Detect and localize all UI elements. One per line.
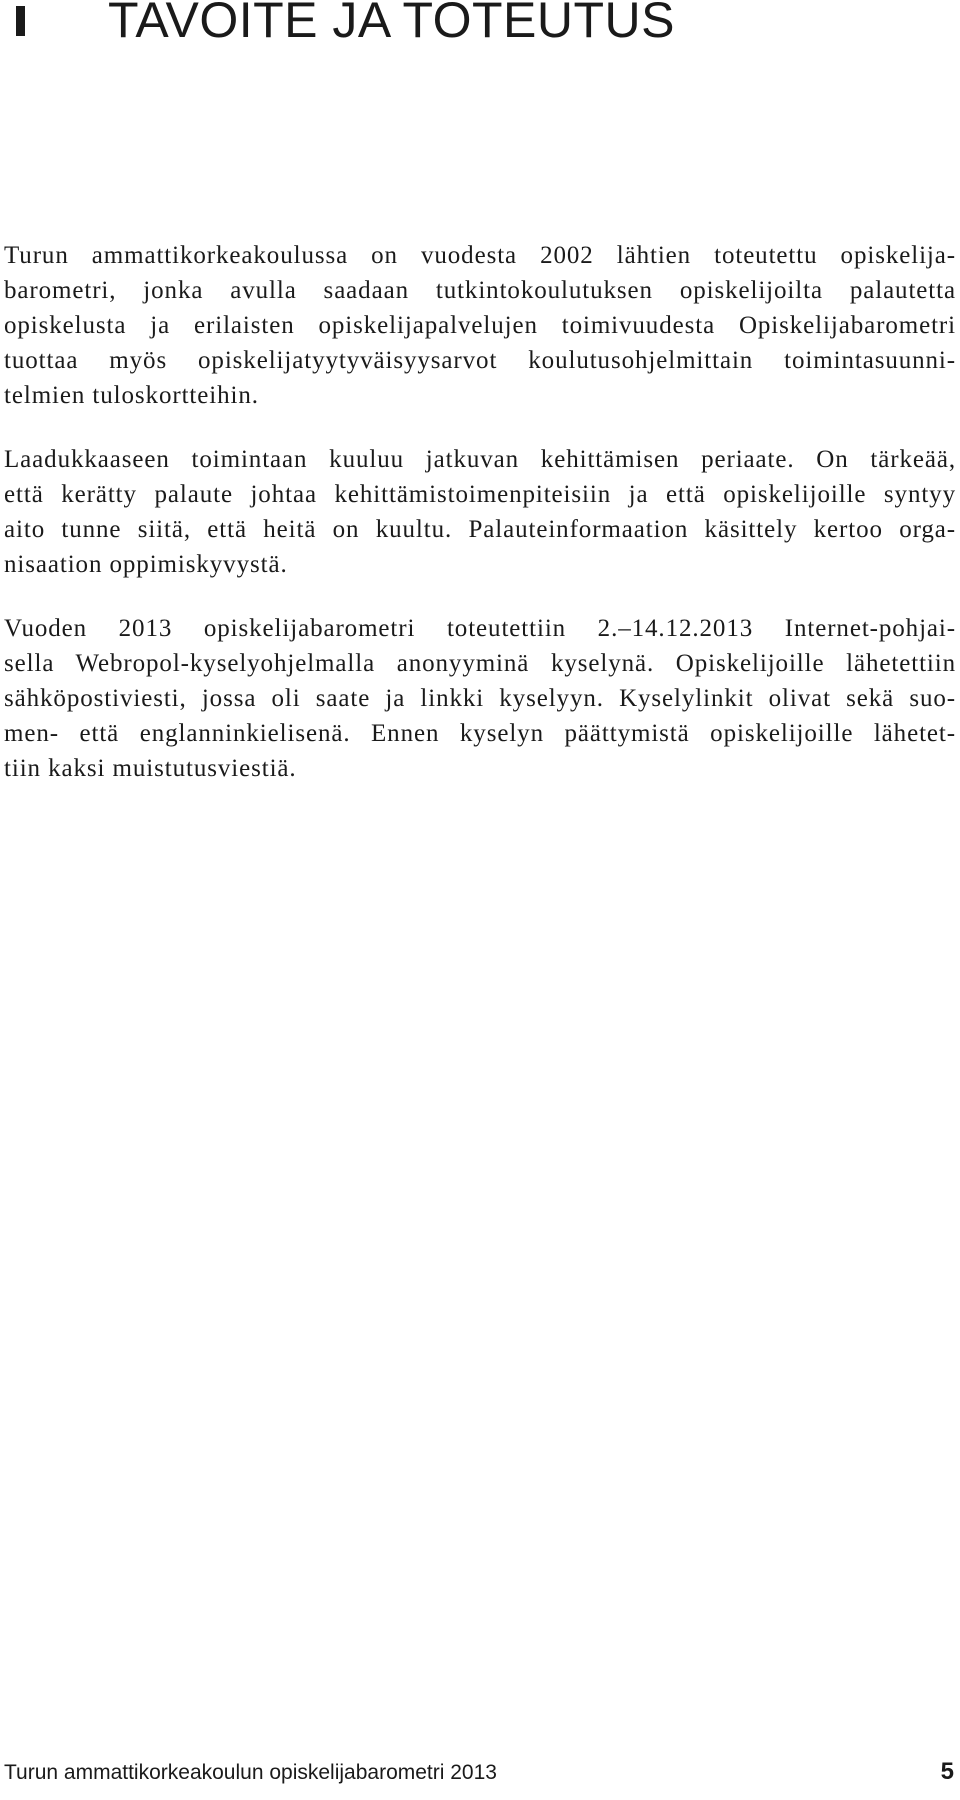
text-line: telmien tuloskortteihin. [4, 382, 259, 409]
text-line: sähköpostiviesti, jossa oli saate ja linkki kyselyyn. Kyselylinkit olivat sekä suo- [4, 685, 956, 712]
text-line: että kerätty palaute johtaa kehittämistoimenpiteisiin ja että opiskelijoille syntyy [4, 481, 956, 508]
text-line: Vuoden 2013 opiskelijabarometri toteutettiin 2.–14.12.2013 Internet-pohjai- [4, 615, 956, 642]
heading-marker-bar [16, 6, 25, 36]
page-number: 5 [940, 1758, 954, 1785]
text-line: tuottaa myös opiskelijatyytyväisyysarvot koulutusohjelmittain toimintasuunni- [4, 347, 956, 374]
page-footer [0, 1758, 960, 1788]
section-title: TAVOITE JA TOTEUTUS [108, 0, 675, 48]
footer-title: Turun ammattikorkeakoulun opiskelijabarometri 2013 [4, 1761, 497, 1784]
text-line: aito tunne siitä, että heitä on kuultu. Palauteinformaation käsittely kertoo orga- [4, 516, 956, 543]
text-line: men- että englanninkielisenä. Ennen kyselyn päättymistä opiskelijoille lähetet- [4, 720, 956, 747]
text-line: tiin kaksi muistutusviestiä. [4, 755, 297, 782]
text-line: barometri, jonka avulla saadaan tutkintokoulutuksen opiskelijoilta palautetta [4, 277, 956, 304]
text-line: sella Webropol-kyselyohjelmalla anonyyminä kyselynä. Opiskelijoille lähetettiin [4, 650, 956, 677]
paragraph-2 [4, 442, 956, 582]
paragraph-3 [4, 611, 956, 786]
body-text [4, 238, 956, 815]
text-line: Turun ammattikorkeakoulussa on vuodesta 2002 lähtien toteutettu opiskelija- [4, 242, 956, 269]
paragraph-1 [4, 238, 956, 413]
text-line: Laadukkaaseen toimintaan kuuluu jatkuvan kehittämisen periaate. On tärkeää, [4, 446, 956, 473]
text-line: nisaation oppimiskyvystä. [4, 551, 288, 578]
text-line: opiskelusta ja erilaisten opiskelijapalvelujen toimivuudesta Opiskelijabarometri [4, 312, 956, 339]
